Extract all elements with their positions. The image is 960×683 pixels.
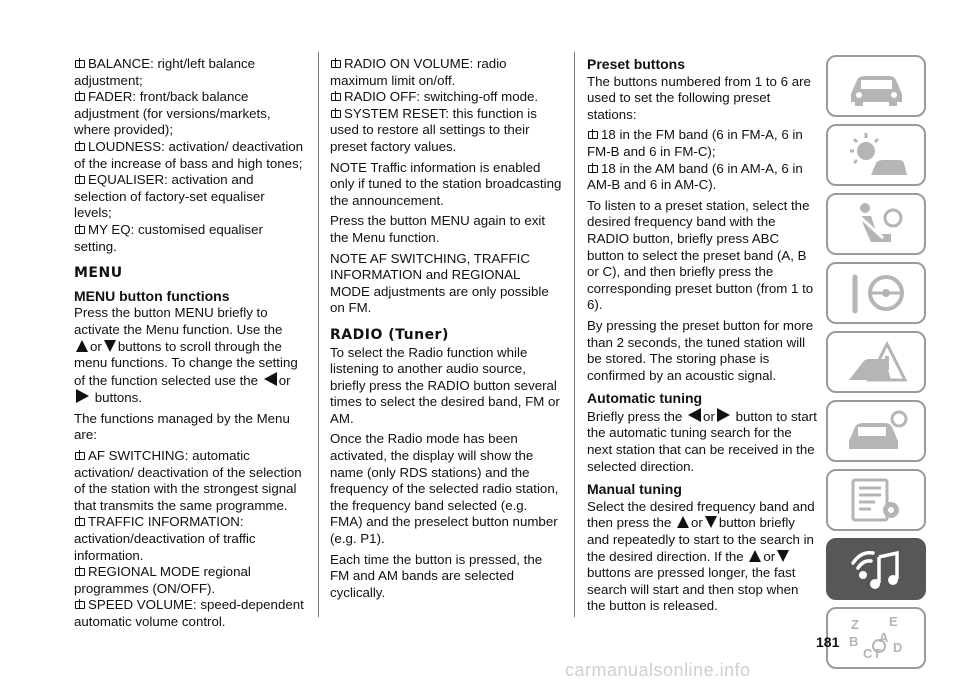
list-item: RADIO OFF: switching-off mode. xyxy=(330,89,562,106)
sun-lights-icon xyxy=(841,129,911,181)
subsection-title: Automatic tuning xyxy=(587,390,703,407)
arrow-down-icon xyxy=(705,516,717,528)
airbag-seat-icon xyxy=(841,198,911,250)
index-letter: Z xyxy=(851,617,859,632)
list-item: LOUDNESS: activation/ deactivation of the increase of bass and high tones; xyxy=(74,138,304,171)
list-item: BALANCE: right/left balance adjustment; xyxy=(74,56,256,88)
list-item: MY EQ: customised equaliser setting. xyxy=(74,221,263,254)
multimedia-icon xyxy=(841,543,911,595)
tab-starting[interactable] xyxy=(826,262,926,324)
chapter-tabs xyxy=(826,55,932,676)
book-icon xyxy=(75,226,85,234)
paragraph: Briefly press the or button to start the automatic tuning search for the next station that can be received in the selected direction. xyxy=(587,408,817,474)
list-item: EQUALISER: activation and selection of factory-set equaliser levels; xyxy=(74,172,265,221)
index-letter: D xyxy=(893,640,903,655)
list-item: 18 in the AM band (6 in AM-A, 6 in AM-B and 6 in AM-C). xyxy=(587,160,803,193)
book-icon xyxy=(75,518,85,526)
index-alphabet-icon xyxy=(841,612,911,664)
note: NOTE Traffic information is enabled only if tuned to the station broadcasting the announcement. xyxy=(330,159,562,208)
arrow-right-icon xyxy=(717,408,730,422)
book-icon xyxy=(75,601,85,609)
book-icon xyxy=(75,176,85,184)
book-icon xyxy=(75,93,85,101)
column-3 xyxy=(587,56,819,619)
column-divider xyxy=(574,52,575,617)
paragraph: To listen to a preset station, select the desired frequency band with the RADIO button, briefly press ABC button to select the preset band (A, B or C), and then briefly press the corresponding preset button (from 1 to 6). xyxy=(587,197,814,313)
book-icon xyxy=(331,60,341,68)
list-item: REGIONAL MODE regional programmes (ON/OFF). xyxy=(74,564,251,596)
list-item: FADER: front/back balance adjustment (for versions/markets, where provided); xyxy=(74,89,271,138)
book-icon xyxy=(75,568,85,576)
subsection-title: Manual tuning xyxy=(587,481,682,498)
arrow-up-icon xyxy=(749,550,761,562)
list-item: RADIO ON VOLUME: radio maximum limit on/off. xyxy=(330,56,507,88)
book-icon xyxy=(331,93,341,101)
paragraph: To select the Radio function while listening to another audio source, briefly press the RADIO button several times to select the desired band, FM or AM. xyxy=(330,344,560,426)
paragraph: By pressing the preset button for more than 2 seconds, the tuned station will be stored. The storing phase is confirmed by an acoustic signal. xyxy=(587,317,814,383)
index-letter: C xyxy=(863,646,873,661)
book-icon xyxy=(588,131,598,139)
index-letter: B xyxy=(849,634,859,649)
book-icon xyxy=(75,143,85,151)
book-icon xyxy=(75,60,85,68)
list-item: TRAFFIC INFORMATION: activation/deactivation of traffic information. xyxy=(74,514,256,563)
paragraph: Press the button MENU again to exit the Menu function. xyxy=(330,213,546,245)
car-service-icon xyxy=(841,405,911,457)
tab-index[interactable] xyxy=(826,607,926,669)
list-item: SYSTEM RESET: this function is used to restore all settings to their preset factory values. xyxy=(330,105,537,154)
note: NOTE AF SWITCHING, TRAFFIC INFORMATION and REGIONAL MODE adjustments are only possible on FM. xyxy=(330,250,549,316)
arrow-down-icon xyxy=(104,340,116,352)
paragraph: Once the Radio mode has been activated, the display will show the name (only RDS stations) and the frequency of the selected radio station, the frequency band selected (e.g. FMA) and the preselect button number (e.g. P1). xyxy=(330,431,559,547)
tab-technical-data[interactable] xyxy=(826,469,926,531)
tab-multimedia[interactable] xyxy=(826,538,926,600)
paragraph: The buttons numbered from 1 to 6 are used to set the following preset stations: xyxy=(587,73,811,122)
steering-wrench-icon xyxy=(841,267,911,319)
arrow-left-icon xyxy=(264,372,277,386)
paragraph: The functions managed by the Menu are: xyxy=(74,410,290,443)
column-1 xyxy=(74,56,306,631)
arrow-up-icon xyxy=(677,516,689,528)
book-icon xyxy=(331,110,341,118)
book-icon xyxy=(75,452,85,460)
column-2 xyxy=(330,56,562,605)
tab-car[interactable] xyxy=(826,55,926,117)
arrow-right-icon xyxy=(76,389,89,403)
paragraph: Press the button MENU briefly to activate the Menu function. Use the or buttons to scroll through the menu functions. To change the setting of the function selected use the or buttons. xyxy=(74,305,298,406)
tab-maintenance[interactable] xyxy=(826,400,926,462)
list-item: 18 in the FM band (6 in FM-A, 6 in FM-B and 6 in FM-C); xyxy=(587,127,803,159)
index-letter: E xyxy=(889,614,898,629)
paragraph: Select the desired frequency band and then press the or button briefly and repeatedly to start to the search in the desired direction. If the or buttons are pressed longer, the fast search will start and then stop when the button is released. xyxy=(587,498,815,614)
car-icon xyxy=(841,60,911,112)
index-letter: A xyxy=(879,630,889,645)
column-divider xyxy=(318,52,319,617)
tab-safety[interactable] xyxy=(826,193,926,255)
book-icon xyxy=(588,165,598,173)
tab-emergency[interactable] xyxy=(826,331,926,393)
page-number: 181 xyxy=(816,634,840,650)
settings-list-icon xyxy=(841,474,911,526)
list-item: AF SWITCHING: automatic activation/ deactivation of the selection of the station with the strongest signal that transmits the same programme. xyxy=(74,448,302,513)
arrow-up-icon xyxy=(76,340,88,352)
watermark: carmanualsonline.info xyxy=(565,660,751,680)
list-item: SPEED VOLUME: speed-dependent automatic volume control. xyxy=(74,597,304,629)
section-title-radio: RADIO (Tuner) xyxy=(330,326,449,343)
arrow-left-icon xyxy=(688,408,701,422)
index-letter: T xyxy=(873,646,881,661)
section-title-menu: MENU xyxy=(74,265,123,282)
subsection-title: MENU button functions xyxy=(74,287,230,304)
tab-lights[interactable] xyxy=(826,124,926,186)
subsection-title: Preset buttons xyxy=(587,56,686,72)
paragraph: Each time the button is pressed, the FM and AM bands are selected cyclically. xyxy=(330,551,543,600)
arrow-down-icon xyxy=(777,550,789,562)
warning-triangle-car-icon xyxy=(841,336,911,388)
